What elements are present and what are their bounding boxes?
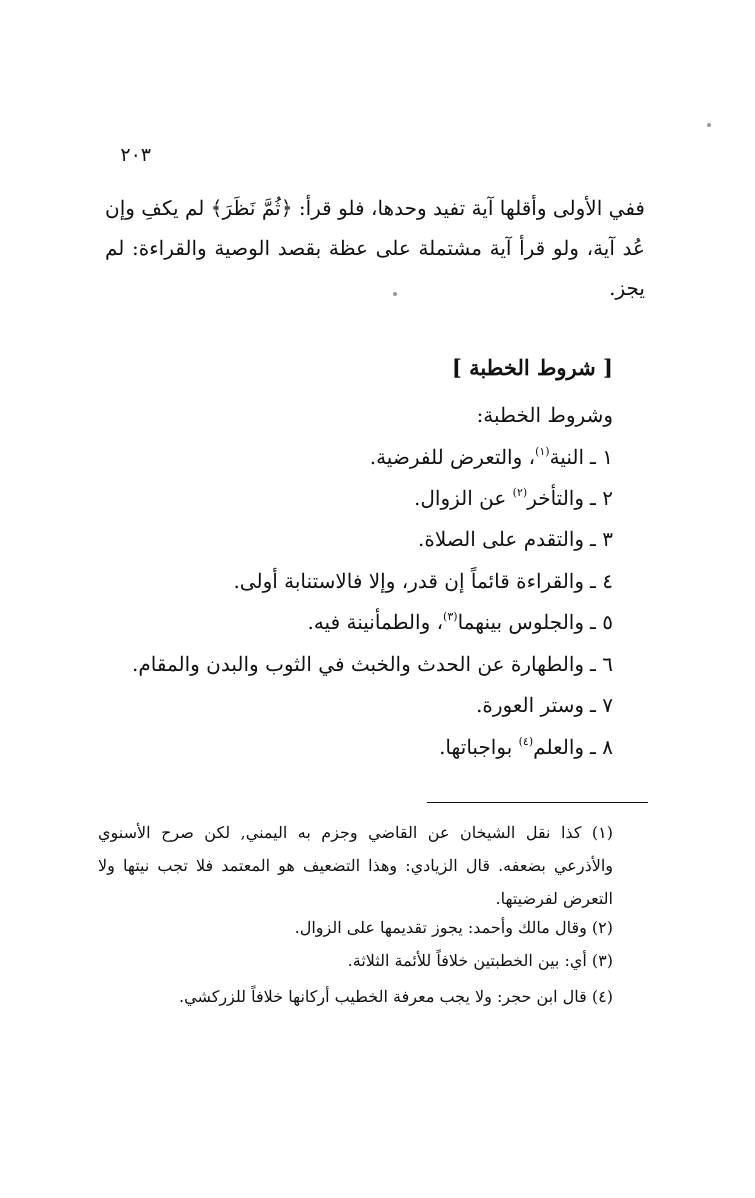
condition-text: والعلم [533, 735, 585, 759]
opening-paragraph: ففي الأولى وأقلها آية تفيد وحدها، فلو قرأ: ﴿ثُمَّ نَظَرَ﴾ لم يكفِ وإن عُد آية، ولو قرأ آية مشتملة على عظة بقصد الوصية والقراءة: لم يجز. [105, 196, 645, 300]
scan-speck [393, 292, 397, 296]
condition-text-rest: عن الزوال. [414, 486, 513, 510]
condition-text: النية [549, 445, 585, 469]
footnote-separator [427, 802, 648, 803]
footnote-1: (١) كذا نقل الشيخان عن القاضي وجزم به اليمني, لكن صرح الأسنوي والأذرعي بضعفه. قال الزيادي: وهذا التضعيف هو المعتمد فلا تجب نيتها ولا التعرض لفرضيتها. [98, 823, 613, 908]
footnote-marker: (٣) [443, 610, 458, 623]
condition-item [93, 522, 613, 556]
footnote-3: (٣) أي: بين الخطبتين خلافاً للأئمة الثلاثة. [347, 951, 613, 970]
condition-text-rest: ، والطمأنينة فيه. [307, 610, 444, 634]
condition-text: وستر العورة. [476, 693, 585, 717]
conditions-intro: وشروط الخطبة: [476, 403, 613, 427]
condition-text: والجلوس بينهما [457, 610, 585, 634]
footnote-marker: (١) [535, 445, 550, 458]
condition-text: والتأخر [527, 486, 585, 510]
condition-item [93, 481, 613, 515]
condition-number: ٥ ـ [590, 610, 613, 634]
condition-item [93, 440, 613, 474]
condition-number: ١ ـ [590, 445, 613, 469]
condition-item [93, 730, 613, 764]
condition-number: ٦ ـ [590, 652, 613, 676]
condition-item [93, 647, 613, 681]
footnote-marker: (٢) [512, 486, 528, 499]
condition-item [93, 605, 613, 639]
condition-text: والتقدم على الصلاة. [417, 527, 585, 551]
condition-text-rest: ، والتعرض للفرضية. [369, 445, 536, 469]
condition-number: ٤ ـ [590, 569, 613, 593]
condition-text-rest: بواجباتها. [439, 735, 519, 759]
condition-number: ٣ ـ [590, 527, 613, 551]
page-number: ٢٠٣ [120, 144, 151, 166]
condition-text: والطهارة عن الحدث والخبث في الثوب والبدن والمقام. [132, 652, 585, 676]
section-heading: [ شروط الخطبة ] [451, 355, 613, 380]
condition-item [93, 688, 613, 722]
condition-number: ٧ ـ [590, 693, 613, 717]
scan-speck [707, 123, 711, 127]
condition-text: والقراءة قائماً إن قدر، وإلا فالاستنابة أولى. [233, 569, 585, 593]
footnote-marker: (٤) [518, 735, 534, 748]
condition-item [93, 564, 613, 598]
condition-number: ٢ ـ [590, 486, 613, 510]
condition-number: ٨ ـ [590, 735, 613, 759]
footnote-2: (٢) وقال مالك وأحمد: يجوز تقديمها على الزوال. [294, 918, 613, 937]
footnote-4: (٤) قال ابن حجر: ولا يجب معرفة الخطيب أركانها خلافاً للزركشي. [179, 987, 613, 1006]
